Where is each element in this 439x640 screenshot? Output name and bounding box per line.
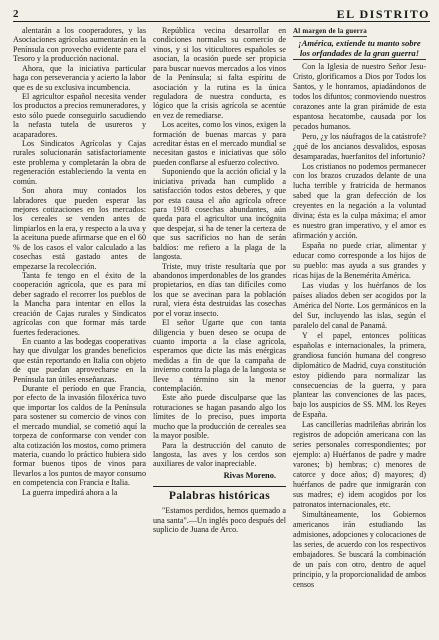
paragraph: En cuanto a las bodegas cooperativas hay que divulgar los grandes beneficios que están reportando en Italia con objeto de que puedan aprovecharse en la Península tan útiles enseñanzas. bbox=[13, 336, 146, 384]
box-title: Palabras históricas bbox=[168, 490, 271, 503]
paragraph: Ahora, que la iniciativa particular haga con perseverancia y acierto la labor que es de su exclusiva incumbencia. bbox=[13, 63, 146, 92]
paragraph: Tanta fe tengo en el éxito de la cooperación agrícola, que es para mí deber sagrado el recorrer los pueblos de la Mancha para intentar en ellos la creación de Cajas rurales y Sindicatos agrícolas con que formar más tarde fuertes federaciones. bbox=[13, 270, 146, 337]
paragraph: Durante el período en que Francia, por efecto de la invasión filoxérica tuvo que importar los caldos de la Península para sostener su comercio de vinos con el mercado mundial, se cometió aquí la torpeza de conformarse con vender con alta cotización los mostos, como primera materia, cuando lo práctico hubiera sido formar buenos tipos de vinos para llevarlos a los puntos de mayor consumo en competencia con Francia e Italia. bbox=[13, 384, 146, 488]
article-headline: ¡América, extiende tu manto sobre los orfandades de la gran guerra! bbox=[298, 38, 421, 58]
column-2 bbox=[153, 26, 286, 638]
paragraph: Suponiendo que la acción oficial y la iniciativa privada han cumplido a satisfacción todos estos deberes, y que por esta causa el año agrícola ofrece para 1918 cosechas abundantes, aún queda para el agricultor una incógnita que despejar, si ha de tener la certeza de que sus sacrificios no han de serán baldíos: me refiero a la plaga de la langosta. bbox=[153, 167, 286, 262]
author-signature: Rivas Moreno. bbox=[223, 470, 276, 480]
paragraph: España no puede criar, alimentar y educar como corresponde a los hijos de su pueblo: mas ayuda a sus grandes y ricas hijas de la Benemérita América. bbox=[293, 241, 426, 281]
paragraph: Son ahora muy contados los labradores que pueden esperar las mejores cotizaciones en los mercados: los cereales se venden antes de limpiarlos en la era, y respecto a la uva y la aceituna puede afirmarse que en el 60 % de los casos el valor calculado a las cosechas está gastado antes de empezarse la recolección. bbox=[13, 186, 146, 271]
page-header bbox=[13, 5, 430, 22]
paragraph: La guerra impedirá ahora a la bbox=[22, 487, 118, 497]
paragraph: El agricultor español necesita vender los productos a precios remuneradores, y esto sólo puede conseguirlo sacudiendo la nefasta tutela de usureros y acaparadores. bbox=[13, 91, 146, 139]
paragraph: Las cancillerías madrileñas abrirán los registros de adopción americana con las series personales correspondientes; por ejemplo: a) Huérfanos de padre y madre varones; b) hembras; c) menores de catorce y doce años; d) mayores; d) huérfanos de padre que inmigrarán con sus madres; e) idem acogidos por los patronatos internacionales, etc. bbox=[293, 420, 426, 509]
paragraph: Con la Iglesia de nuestro Señor Jesu-Cristo, glorificamos a Dios por Todos los Santos, y le honramos, apiadándonos de todos los difuntos; conmoviendo nuestros corazones ante la gran pirámide de esta espantosa hecatombe, causada por los pecados humanos. bbox=[293, 62, 426, 131]
column-1 bbox=[13, 26, 146, 638]
headline-divider bbox=[293, 59, 426, 60]
page-number: 2 bbox=[13, 8, 19, 20]
paragraph: Pero, ¿y los náufragos de la catástrofe? ¿qué de los ancianos desvalidos, esposas desamparadas, huerfanitos del infortunio? bbox=[293, 131, 426, 161]
paragraph: Las viudas y los huérfanos de los países aliados deben ser acogidos por la América del Norte. Los germánicos en la del Sur, incluyendo las islas, según el paralelo del canal de Panamá. bbox=[293, 280, 426, 330]
paragraph: Y el papel, entonces políticas españolas e internacionales, la primera, grandiosa función humana del congreso diplomático de Madrid, cuya constitución estoy pidiendo para normalizar las consecuencias de la guerra, y para plantear las convenciones de las paces, bajo los auspicios de SS. MM. los Reyes de España. bbox=[293, 330, 426, 420]
paragraph: alentarán a los cooperadores, y las Asociaciones agrícolas aumentarán en la Península con provecho evidente para el Tesoro y la producción nacional. bbox=[13, 26, 146, 64]
column-3 bbox=[293, 26, 426, 638]
paragraph: Para la destrucción del canuto de langosta, las aves y los cerdos son auxiliares de valor inapreciable. bbox=[153, 440, 286, 469]
paragraph: Los Sindicatos Agrícolas y Cajas rurales solucionarán satisfactoriamente este problema y completarán la obra de regeneración estableciendo la venta en común. bbox=[13, 139, 146, 186]
section-divider bbox=[153, 486, 286, 487]
article-columns bbox=[13, 26, 430, 638]
masthead: EL DISTRITO bbox=[336, 7, 430, 21]
paragraph: Este año puede disculparse que las roturaciones se hagan pasando algo los límites de lo preciso, pues importa mucho que la producción de cereales sea la mayor posible. bbox=[153, 393, 286, 441]
paragraph: Los aceites, como los vinos, exigen la formación de buenas marcas y para acreditar éstas en el mercado mundial se necesitan gastos e iniciativas que sólo pueden conflarse al esfuerzo colectivo. bbox=[153, 120, 286, 167]
section-kicker: Al margen de la guerra bbox=[293, 27, 367, 35]
paragraph: Los cristianos no podemos permanecer con los brazos cruzados delante de una lucha terrible y fratricida de hermanos sabed que la gran defección de los creyentes en la negación a la voluntad divina; ésta es la culpa máxima; el amor es nuestro gran imperativo, y el amor es afirmación y acción. bbox=[293, 161, 426, 241]
paragraph: Triste, muy triste resultaría que por abandonos imperdonables de los grandes propietarios, en días tan difíciles como los que se avecinan para la población rural, viera ésta destruidas las cosechas por el voraz insecto. bbox=[153, 261, 286, 318]
paragraph: República vecina desarrollar en condiciones normales su comercio de vinos, y si los viticultores españoles se asocian, la ocasión puede ser propicia para buscar nuevos mercados a los vinos de la Península; si falta espíritu de asociación y la rutina es la única reguladora de nuestra conducta, es lógico que la crisis agrícola se acentúe en vez de remediarse. bbox=[153, 26, 286, 120]
box-text: "Estamos perdidos, hemos quemado a una santa".—Un inglés poco después del suplicio de Juana de Arco. bbox=[153, 506, 286, 535]
paragraph: Simultáneamente, los Gobiernos americanos irán estudiando las admisiones, adopciones y colocaciones de las series, de acuerdo con los respectivos embajadores. Se buscará la combinación de un país con otro, dentro de aquel principio, y la proporcionalidad de ambos censos bbox=[293, 509, 426, 589]
paragraph: El señor Ugarte que con tanta diligencia y buen deseo se ocupa de cuanto importa a la clase agrícola, esperamos que dicte las más enérgicas medidas a fin de que la campaña de invierno contra la plaga de la langosta se lleve a término sin la menor contemplación. bbox=[153, 318, 286, 394]
